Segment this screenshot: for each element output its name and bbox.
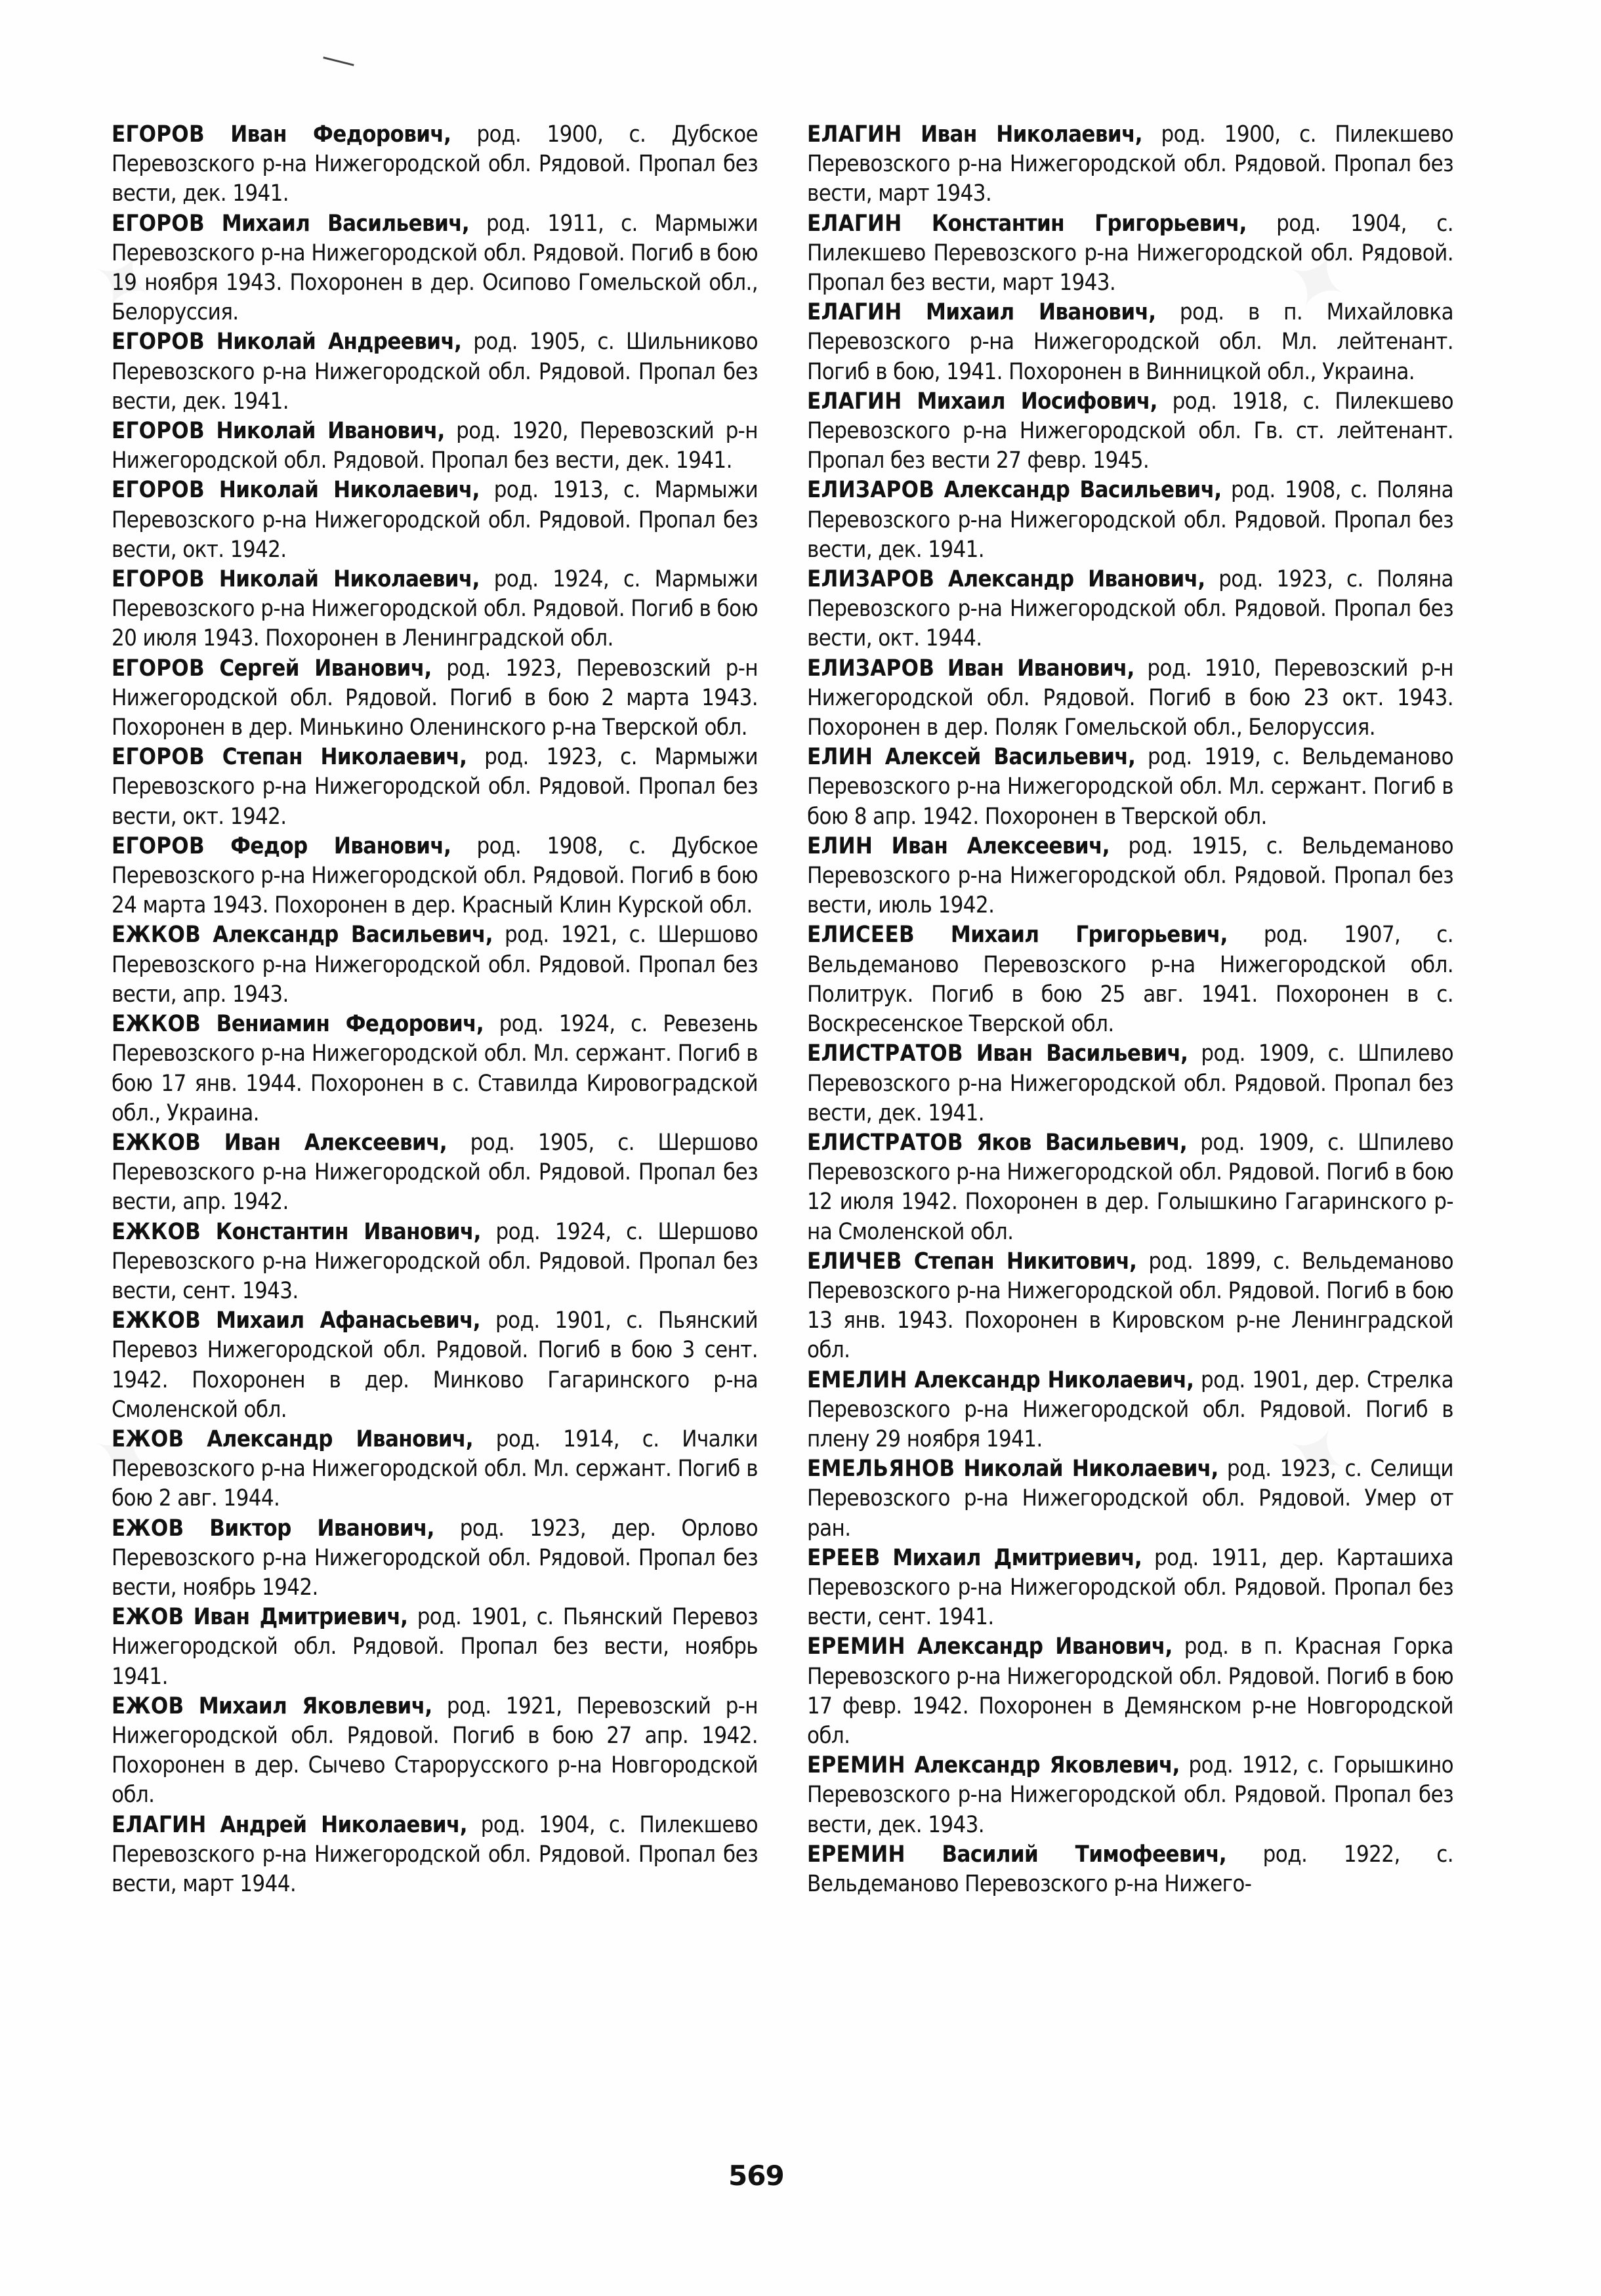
entry-details: род. 1923, с. Селищи Перевозского р-на Нижегородской обл. Рядовой. Умер от ран. (807, 1456, 1453, 1542)
entry-given-name: Вениамин Федорович, (216, 1011, 484, 1038)
entry-details: род. 1912, с. Горышкино Перевозского р-на Нижегородской обл. Рядовой. Пропал без вести, дек. 1943. (807, 1752, 1453, 1838)
entry-surname: ЕГОРОВ (112, 832, 205, 859)
entry-given-name: Василий Тимофеевич, (942, 1841, 1227, 1868)
entry-details: род. 1914, с. Ичалки Перевозского р-на Нижегородской обл. Мл. сержант. Погиб в бою 2 авг. 1944. (112, 1425, 758, 1512)
person-entry (112, 327, 758, 417)
entry-given-name: Степан Никитович, (913, 1248, 1137, 1275)
entry-details: род. 1908, с. Поляна Перевозского р-на Нижегородской обл. Рядовой. Пропал без вести, дек. 1941. (807, 477, 1453, 563)
entry-details: род. 1924, с. Мармыжи Перевозского р-на Нижегородской обл. Рядовой. Погиб в бою 20 июля 1943. Похоронен в Ленинградской обл. (112, 566, 759, 652)
entry-given-name: Иван Васильевич, (976, 1040, 1188, 1067)
person-entry (112, 1218, 758, 1307)
person-entry (112, 1811, 758, 1900)
person-entry (112, 1514, 758, 1603)
entry-given-name: Михаил Васильевич, (221, 210, 470, 237)
person-entry (112, 920, 758, 1010)
entry-given-name: Николай Николаевич, (218, 566, 480, 593)
entry-details: род. 1901, дер. Стрелка Перевозского р-на Нижегородской обл. Рядовой. Погиб в плену 29 ноября 1941. (807, 1366, 1453, 1452)
person-entry (112, 654, 758, 743)
entry-surname: ЕЛАГИН (807, 299, 902, 326)
person-entry (807, 654, 1453, 743)
entry-surname: ЕЖКОВ (112, 1307, 201, 1334)
entry-surname: ЕЖКОВ (112, 922, 201, 949)
entry-surname: ЕЛИЗАРОВ (807, 655, 935, 682)
entry-surname: ЕМЕЛЬЯНОВ (807, 1456, 955, 1483)
person-entry (807, 1751, 1453, 1840)
entry-details: род. 1900, с. Пилекшево Перевозского р-на Нижегородской обл. Рядовой. Пропал без вести, март 1943. (807, 121, 1453, 207)
entry-surname: ЕГОРОВ (112, 329, 205, 356)
person-entry (112, 1425, 758, 1514)
entry-surname: ЕЖОВ (112, 1515, 184, 1542)
entry-given-name: Николай Николаевич, (218, 477, 480, 504)
entry-given-name: Михаил Яковлевич, (198, 1692, 432, 1719)
entry-details: род. 1899, с. Вельдеманово Перевозского р-на Нижегородской обл. Рядовой. Погиб в бою 13 янв. 1943. Похоронен в Кировском р-не Ленинградской обл. (807, 1248, 1453, 1364)
entry-details: род. 1918, с. Пилекшево Перевозского р-на Нижегородской обл. Гв. ст. лейтенант. Пропал без вести 27 февр. 1945. (807, 388, 1453, 474)
entry-surname: ЕГОРОВ (112, 655, 205, 682)
person-entry (807, 1840, 1453, 1899)
entry-details: род. 1909, с. Шпилево Перевозского р-на Нижегородской обл. Рядовой. Погиб в бою 12 июля 1942. Похоронен в дер. Голышкино Гагаринского р-на Смоленской обл. (807, 1129, 1453, 1245)
person-entry (112, 1603, 758, 1692)
entry-details: род. 1915, с. Вельдеманово Перевозского р-на Нижегородской обл. Рядовой. Пропал без вести, июль 1942. (807, 832, 1453, 919)
person-entry (807, 387, 1453, 476)
entry-surname: ЕЖКОВ (112, 1129, 201, 1156)
entry-details: род. 1923, Перевозский р-н Нижегородской обл. Рядовой. Погиб в бою 2 марта 1943. Похоронен в дер. Минькино Оленинского р-на Тверской обл. (112, 655, 758, 741)
entry-given-name: Сергей Иванович, (219, 655, 432, 682)
entry-surname: ЕГОРОВ (112, 477, 205, 504)
left-column (112, 120, 758, 1899)
entry-surname: ЕГОРОВ (112, 744, 205, 771)
person-entry (112, 743, 758, 832)
person-entry (112, 565, 758, 654)
person-entry (112, 209, 758, 328)
person-entry (807, 743, 1453, 832)
entry-surname: ЕЖОВ (112, 1425, 184, 1452)
person-entry (112, 1306, 758, 1425)
right-column (807, 120, 1453, 1899)
person-entry (807, 1632, 1453, 1751)
entry-given-name: Иван Алексеевич, (224, 1129, 447, 1156)
person-entry (807, 298, 1453, 387)
entry-details: род. 1923, с. Мармыжи Перевозского р-на Нижегородской обл. Рядовой. Пропал без вести, окт. 1942. (112, 744, 758, 830)
entry-details: род. в п. Красная Горка Перевозского р-на Нижегородской обл. Рядовой. Погиб в бою 17 февр. 1942. Похоронен в Демянском р-не Новгородской обл. (807, 1633, 1453, 1749)
entry-given-name: Александр Николаевич, (914, 1366, 1194, 1393)
entry-details: род. 1920, Перевозский р-н Нижегородской обл. Рядовой. Пропал без вести, дек. 1941. (112, 418, 758, 474)
entry-given-name: Константин Иванович, (215, 1218, 481, 1245)
entry-details: род. 1901, с. Пьянский Перевоз Нижегородской обл. Рядовой. Погиб в бою 3 сент. 1942. Похоронен в дер. Минково Гагаринского р-на Смоленской обл. (112, 1307, 758, 1423)
entry-details: род. 1921, с. Шершово Перевозского р-на Нижегородской обл. Рядовой. Пропал без вести, апр. 1943. (112, 922, 758, 1008)
person-entry (112, 1010, 758, 1128)
entry-details: род. 1924, с. Шершово Перевозского р-на Нижегородской обл. Рядовой. Пропал без вести, сент. 1943. (112, 1218, 758, 1304)
entry-surname: ЕГОРОВ (112, 418, 205, 445)
entry-surname: ЕГОРОВ (112, 210, 205, 237)
entry-given-name: Иван Иванович, (947, 655, 1134, 682)
entry-surname: ЕРЕМИН (807, 1841, 905, 1868)
entry-given-name: Александр Васильевич, (213, 922, 493, 949)
person-entry (112, 476, 758, 565)
entry-given-name: Михаил Дмитриевич, (892, 1544, 1142, 1571)
entry-given-name: Степан Николаевич, (222, 744, 467, 771)
entry-given-name: Александр Иванович, (207, 1425, 473, 1452)
entry-surname: ЕЛИСЕЕВ (807, 922, 915, 949)
person-entry (112, 417, 758, 476)
entry-given-name: Михаил Иосифович, (917, 388, 1157, 415)
person-entry (807, 1366, 1453, 1455)
entry-details: род. 1913, с. Мармыжи Перевозского р-на Нижегородской обл. Рядовой. Пропал без вести, окт. 1942. (112, 477, 759, 563)
entry-given-name: Николай Иванович, (216, 418, 445, 445)
entry-surname: ЕЛИСТРАТОВ (807, 1129, 963, 1156)
entry-given-name: Михаил Григорьевич, (950, 922, 1228, 949)
entry-given-name: Александр Иванович, (947, 566, 1205, 593)
person-entry (807, 920, 1453, 1039)
entry-surname: ЕГОРОВ (112, 566, 205, 593)
entry-details: род. 1904, с. Пилекшево Перевозского р-на Нижегородской обл. Рядовой. Пропал без вести, март 1943. (807, 210, 1453, 297)
entry-given-name: Михаил Иванович, (926, 299, 1156, 326)
entry-given-name: Алексей Васильевич, (884, 744, 1136, 771)
entry-given-name: Яков Васильевич, (976, 1129, 1188, 1156)
entry-details: род. 1905, с. Шершово Перевозского р-на Нижегородской обл. Рядовой. Пропал без вести, апр. 1942. (112, 1129, 758, 1216)
person-entry (807, 120, 1453, 209)
person-entry (807, 565, 1453, 654)
entry-surname: ЕЛИН (807, 744, 873, 771)
person-entry (112, 832, 758, 921)
person-entry (807, 1544, 1453, 1633)
entry-surname: ЕЛИЗАРОВ (807, 566, 935, 593)
entry-given-name: Иван Алексеевич, (891, 832, 1110, 859)
entry-surname: ЕГОРОВ (112, 121, 205, 148)
entry-given-name: Федор Иванович, (230, 832, 451, 859)
entry-given-name: Николай Андреевич, (216, 329, 462, 356)
entry-details: род. 1923, с. Поляна Перевозского р-на Нижегородской обл. Рядовой. Пропал без вести, окт. 1944. (807, 566, 1453, 652)
entry-details: род. 1901, с. Пьянский Перевоз Нижегородской обл. Рядовой. Пропал без вести, ноябрь 1941. (112, 1604, 759, 1690)
scan-artifact (323, 56, 354, 66)
entry-details: род. 1909, с. Шпилево Перевозского р-на Нижегородской обл. Рядовой. Пропал без вести, дек. 1941. (807, 1040, 1453, 1126)
entry-details: род. 1900, с. Дубское Перевозского р-на Нижегородской обл. Рядовой. Пропал без вести, дек. 1941. (112, 121, 758, 207)
entry-surname: ЕЛАГИН (807, 388, 902, 415)
entry-given-name: Иван Дмитриевич, (193, 1604, 408, 1631)
entry-surname: ЕЖОВ (112, 1692, 184, 1719)
entry-details: род. 1919, с. Вельдеманово Перевозского р-на Нижегородской обл. Мл. сержант. Погиб в бою 8 апр. 1942. Похоронен в Тверской обл. (807, 744, 1453, 830)
person-entry (807, 209, 1453, 298)
entry-surname: ЕМЕЛИН (807, 1366, 907, 1393)
person-entry (112, 120, 758, 209)
page-number: 569 (728, 2160, 784, 2192)
person-entry (112, 1128, 758, 1218)
entry-details: род. 1921, Перевозский р-н Нижегородской обл. Рядовой. Погиб в бою 27 апр. 1942. Похоронен в дер. Сычево Старорусского р-на Новгородской обл. (112, 1692, 758, 1809)
entry-given-name: Михаил Афанасьевич, (216, 1307, 480, 1334)
entry-surname: ЕЛАГИН (807, 121, 902, 148)
entry-details: род. 1911, с. Мармыжи Перевозского р-на Нижегородской обл. Рядовой. Погиб в бою 19 ноября 1943. Похоронен в дер. Осипово Гомельской обл., Белоруссия. (112, 210, 759, 326)
entry-details: род. 1924, с. Ревезень Перевозского р-на Нижегородской обл. Мл. сержант. Погиб в бою 17 янв. 1944. Похоронен в с. Ставилда Кировоградской обл., Украина. (112, 1011, 758, 1126)
entry-surname: ЕЖКОВ (112, 1011, 201, 1038)
entry-surname: ЕРЕМИН (807, 1633, 905, 1660)
entry-surname: ЕЛИН (807, 832, 873, 859)
entry-given-name: Николай Николаевич, (963, 1456, 1218, 1483)
entry-surname: ЕЖКОВ (112, 1218, 201, 1245)
entry-surname: ЕРЕМИН (807, 1752, 905, 1779)
entry-details: род. 1923, дер. Орлово Перевозского р-на Нижегородской обл. Рядовой. Пропал без вести, ноябрь 1942. (112, 1515, 758, 1601)
person-entry (807, 476, 1453, 565)
entry-details: род. 1911, дер. Карташиха Перевозского р-на Нижегородской обл. Рядовой. Пропал без вести, сент. 1941. (807, 1544, 1453, 1631)
person-entry (807, 1247, 1453, 1366)
person-entry (807, 832, 1453, 921)
entry-details: род. 1910, Перевозский р-н Нижегородской обл. Рядовой. Погиб в бою 23 окт. 1943. Похоронен в дер. Поляк Гомельской обл., Белоруссия. (807, 655, 1453, 741)
person-entry (112, 1692, 758, 1811)
entry-given-name: Андрей Николаевич, (220, 1811, 467, 1838)
entry-surname: ЕЛАГИН (112, 1811, 207, 1838)
person-entry (807, 1128, 1453, 1247)
entry-surname: ЕЛИЧЕВ (807, 1248, 902, 1275)
entry-details: род. 1907, с. Вельдеманово Перевозского р-на Нижегородской обл. Политрук. Погиб в бою 25 авг. 1941. Похоронен в с. Воскресенское Тверской обл. (807, 922, 1453, 1038)
entry-details: род. 1908, с. Дубское Перевозского р-на Нижегородской обл. Рядовой. Погиб в бою 24 марта 1943. Похоронен в дер. Красный Клин Курской обл. (112, 832, 758, 919)
entry-given-name: Виктор Иванович, (209, 1515, 434, 1542)
entry-surname: ЕЛИЗАРОВ (807, 477, 935, 504)
person-entry (807, 1454, 1453, 1544)
entry-given-name: Константин Григорьевич, (931, 210, 1247, 237)
entry-surname: ЕЛИСТРАТОВ (807, 1040, 963, 1067)
entry-surname: ЕРЕЕВ (807, 1544, 881, 1571)
entry-details: род. 1922, с. Вельдеманово Перевозского р-на Нижего- (807, 1841, 1453, 1897)
entry-details: род. 1904, с. Пилекшево Перевозского р-на Нижегородской обл. Рядовой. Пропал без вести, март 1944. (112, 1811, 758, 1897)
entry-details: род. 1905, с. Шильниково Перевозского р-на Нижегородской обл. Рядовой. Пропал без вести, дек. 1941. (112, 329, 758, 415)
entry-given-name: Иван Николаевич, (921, 121, 1142, 148)
entry-given-name: Александр Васильевич, (944, 477, 1222, 504)
entry-details: род. в п. Михайловка Перевозского р-на Нижегородской обл. Мл. лейтенант. Погиб в бою, 1941. Похоронен в Винницкой обл., Украина. (807, 299, 1453, 385)
person-entry (807, 1039, 1453, 1128)
entry-given-name: Александр Яковлевич, (914, 1752, 1180, 1779)
entry-given-name: Александр Иванович, (917, 1633, 1173, 1660)
entry-given-name: Иван Федорович, (230, 121, 451, 148)
entry-surname: ЕЖОВ (112, 1604, 184, 1631)
entry-surname: ЕЛАГИН (807, 210, 902, 237)
